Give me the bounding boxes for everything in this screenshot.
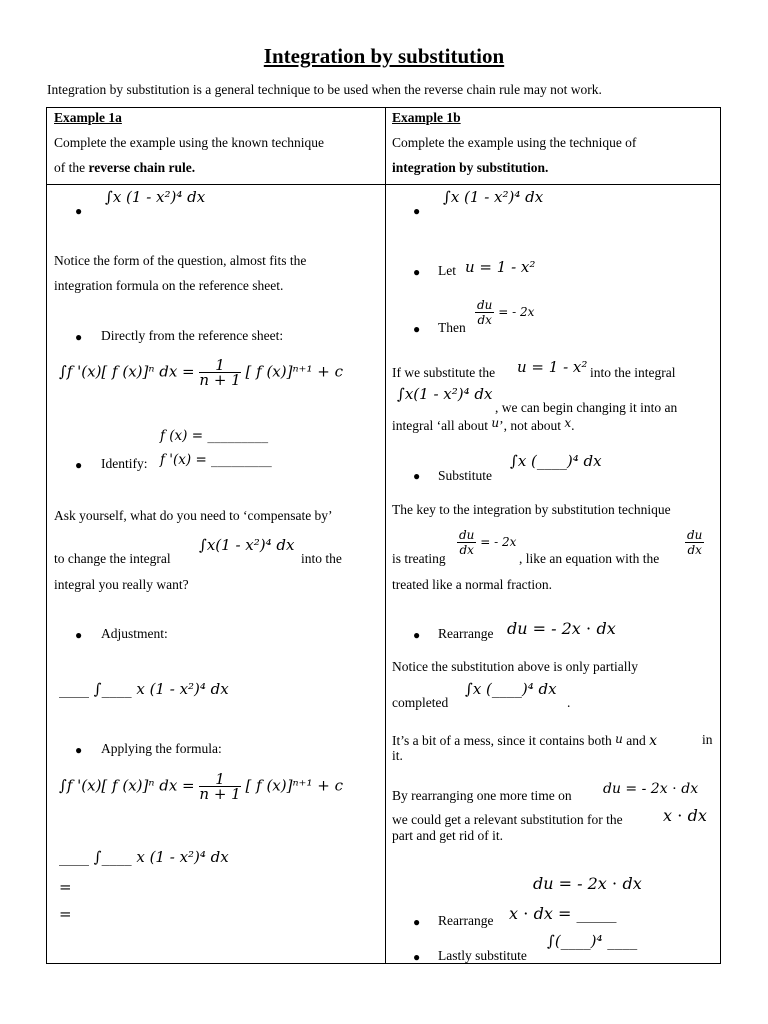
bullet: ● bbox=[75, 743, 83, 757]
right-substitute-label: Substitute bbox=[438, 468, 493, 483]
bullet: ● bbox=[75, 628, 83, 642]
bullet: ● bbox=[413, 950, 421, 964]
left-ask-line2: to change the integral bbox=[54, 551, 171, 566]
bullet: ● bbox=[413, 469, 421, 483]
bullet: ● bbox=[413, 204, 421, 218]
left-adjustment-label: Adjustment: bbox=[101, 626, 168, 641]
right-notice-expr: ∫x (____)⁴ dx bbox=[465, 680, 557, 698]
left-notice-line1: Notice the form of the question, almost fits the bbox=[54, 253, 307, 268]
right-mess-line2: it. bbox=[392, 748, 403, 763]
right-by-line2: we could get a relevant substitution for the bbox=[392, 812, 623, 827]
bullet: ● bbox=[413, 628, 421, 642]
left-ask-line1: Ask yourself, what do you need to ‘compensate by’ bbox=[54, 508, 333, 523]
right-ifsub-line1: If we substitute the bbox=[392, 365, 496, 380]
left-fx-blank: f (x) = _________ bbox=[160, 428, 269, 444]
right-by-expr: du = - 2x ⋅ dx bbox=[603, 781, 699, 797]
right-substitute-expr: ∫x (____)⁴ dx bbox=[510, 452, 602, 470]
right-mess-in: in bbox=[702, 732, 713, 747]
right-notice-line1: Notice the substitution above is only partially bbox=[392, 659, 638, 674]
intro-text: Integration by substitution is a general technique to be used when the reverse chain rule may not work. bbox=[47, 82, 602, 97]
right-rearrange2-label: Rearrange bbox=[438, 913, 494, 928]
examples-table bbox=[46, 107, 721, 964]
left-equals-2: = bbox=[59, 905, 72, 923]
right-let-label: Let bbox=[438, 263, 456, 278]
bullet: ● bbox=[413, 265, 421, 279]
left-fpx-blank: f '(x) = _________ bbox=[160, 452, 272, 468]
right-mess-line1: It’s a bit of a mess, since it contains both u and x bbox=[392, 732, 657, 749]
right-ifsub-expr: u = 1 - x² bbox=[517, 358, 588, 376]
right-ifsub-line4: integral ‘all about u’, not about x. bbox=[392, 416, 575, 433]
example-1b-desc-line1: Complete the example using the technique of bbox=[392, 135, 637, 150]
bullet: ● bbox=[413, 915, 421, 929]
right-by-line1: By rearranging one more time on bbox=[392, 788, 572, 803]
right-key-derivative: $\frac{du}{dx}$ = - 2x bbox=[459, 528, 517, 557]
right-rearrange2-expr: x ⋅ dx = _____ bbox=[509, 904, 617, 923]
left-formula-1: ∫f '(x)[ f (x)]ⁿ dx = $\frac{1}{n + 1}$ [ f (x)]ⁿ⁺¹ + c bbox=[59, 356, 343, 389]
left-ask-line3: integral you really want? bbox=[54, 577, 189, 592]
right-key-line3: treated like a normal fraction. bbox=[392, 577, 553, 592]
example-1a-heading: Example 1a bbox=[54, 110, 122, 125]
bullet: ● bbox=[75, 204, 83, 218]
right-key-line2a: is treating bbox=[392, 551, 446, 566]
right-du-equation: du = - 2x ⋅ dx bbox=[533, 874, 642, 893]
left-integral: ∫x (1 - x²)⁴ dx bbox=[105, 188, 206, 206]
right-key-line1: The key to the integration by substitution technique bbox=[392, 502, 671, 517]
left-ask-into: into the bbox=[301, 551, 342, 566]
right-rearrange-label: Rearrange bbox=[438, 626, 494, 641]
bullet: ● bbox=[413, 322, 421, 336]
example-1b-desc-line2: integration by substitution. bbox=[392, 160, 549, 175]
left-apply-expr: ____ ∫____ x (1 - x²)⁴ dx bbox=[59, 848, 229, 866]
bullet: ● bbox=[75, 330, 83, 344]
row-divider bbox=[47, 184, 720, 185]
right-by-expr2: x ⋅ dx bbox=[663, 806, 707, 825]
right-rearrange-expr: du = - 2x ⋅ dx bbox=[507, 619, 616, 638]
example-1b-heading: Example 1b bbox=[392, 110, 461, 125]
example-1a-desc-line2: of the reverse chain rule. bbox=[54, 160, 196, 175]
right-lastly-label: Lastly substitute bbox=[438, 948, 527, 963]
right-lastly-expr: ∫(____)⁴ ____ bbox=[547, 932, 638, 950]
column-divider bbox=[385, 108, 386, 963]
bullet: ● bbox=[75, 458, 83, 472]
right-notice-dot: . bbox=[567, 695, 571, 710]
left-formula-2: ∫f '(x)[ f (x)]ⁿ dx = $\frac{1}{n + 1}$ [ f (x)]ⁿ⁺¹ + c bbox=[59, 770, 343, 803]
right-integral: ∫x (1 - x²)⁴ dx bbox=[443, 188, 544, 206]
left-equals-1: = bbox=[59, 878, 72, 896]
right-by-line3: part and get rid of it. bbox=[392, 828, 503, 843]
right-ifsub-into: into the integral bbox=[590, 365, 676, 380]
left-identify-label: Identify: bbox=[101, 456, 148, 471]
right-then-label: Then bbox=[438, 320, 466, 335]
right-then-derivative: $\frac{du}{dx}$ = - 2x bbox=[477, 298, 535, 327]
right-ifsub-integral: ∫x(1 - x²)⁴ dx bbox=[397, 385, 493, 403]
right-ifsub-line3: , we can begin changing it into an bbox=[495, 400, 678, 415]
right-key-line2b: , like an equation with the bbox=[519, 551, 660, 566]
left-ask-integral: ∫x(1 - x²)⁴ dx bbox=[199, 536, 295, 554]
left-notice-line2: integration formula on the reference sheet. bbox=[54, 278, 284, 293]
right-notice-line2: completed bbox=[392, 695, 449, 710]
left-adjustment-expr: ____ ∫____ x (1 - x²)⁴ dx bbox=[59, 680, 229, 698]
left-directly-label: Directly from the reference sheet: bbox=[101, 328, 284, 343]
page-title: Integration by substitution bbox=[263, 44, 505, 68]
example-1a-desc-line1: Complete the example using the known technique bbox=[54, 135, 324, 150]
right-key-dudx: $\frac{du}{dx}$ bbox=[687, 528, 703, 557]
left-applying-label: Applying the formula: bbox=[101, 741, 222, 756]
right-let-expr: u = 1 - x² bbox=[465, 258, 536, 276]
